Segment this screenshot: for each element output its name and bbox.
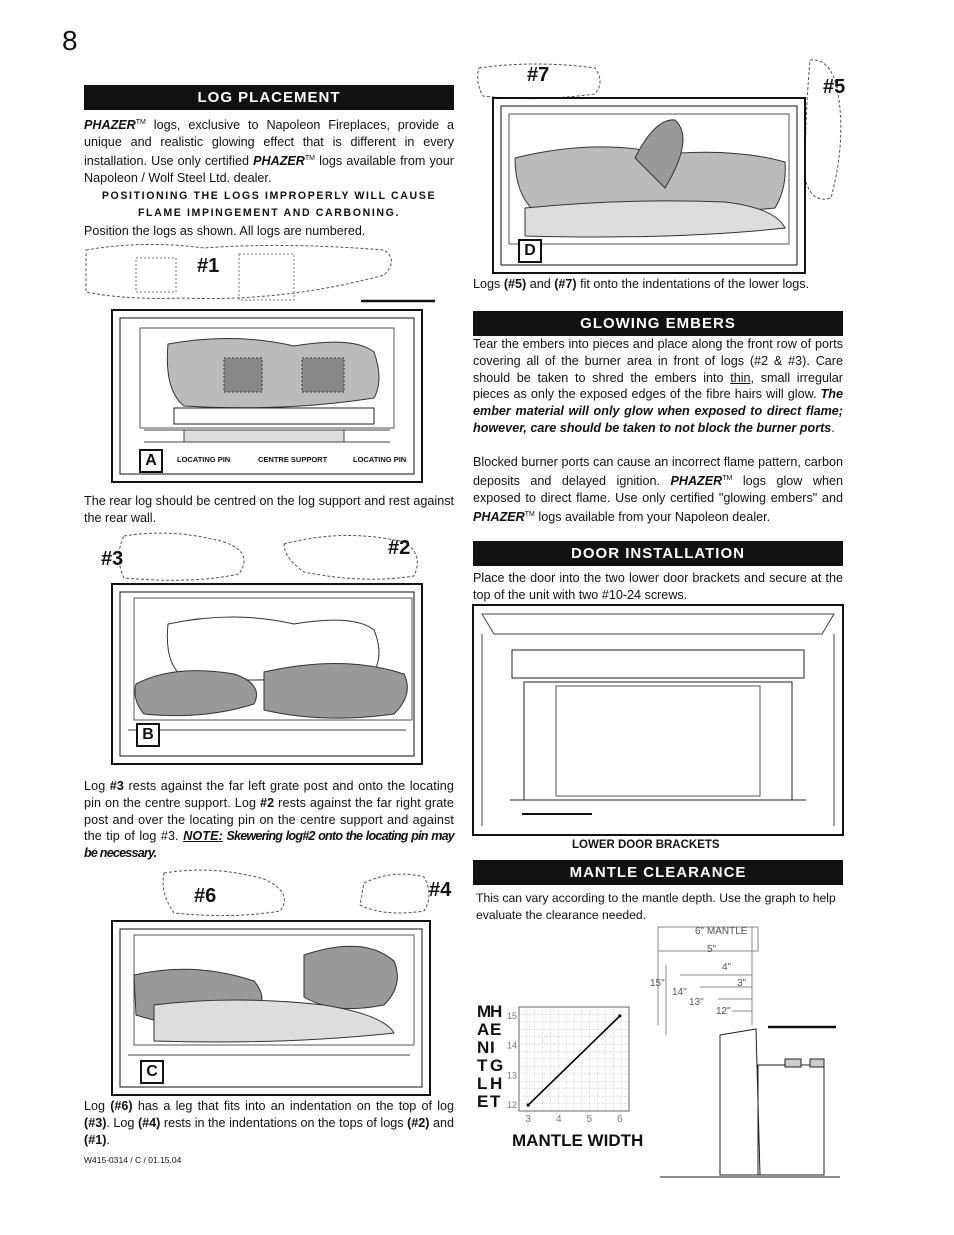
glowing-embers-header: GLOWING EMBERS (473, 311, 843, 336)
bold-text: (#4) (137, 1115, 161, 1130)
x-tick-label: 4 (555, 1114, 562, 1125)
bold-text: (#7) (554, 277, 577, 291)
position-instruction: Position the logs as shown. All logs are numbered. (84, 224, 366, 238)
bold-text: (#1) (84, 1132, 107, 1147)
log-7-label: #7 (527, 64, 550, 86)
graph-xlabel: MANTLE WIDTH (512, 1131, 644, 1150)
text: Logs (473, 277, 504, 291)
text: rests against the far right grate post and over the locating pin on the centre support and against the tip of log #3. (84, 795, 455, 844)
side-label-13: 13" (689, 997, 704, 1008)
y-tick-label: 15 (506, 1010, 517, 1021)
bold-text: (#5) (503, 277, 527, 291)
bold-text: (#3) (84, 1115, 107, 1130)
side-label-4: 4" (722, 962, 732, 973)
ylabel-letter: T (490, 1092, 501, 1111)
page-number: 8 (62, 25, 78, 56)
ylabel-letter: I (490, 1038, 495, 1057)
ylabel-letter: H (490, 1074, 503, 1093)
glowing-embers-paragraph-2 (473, 454, 843, 526)
side-label-15: 15" (650, 978, 665, 989)
text: Log (84, 779, 110, 793)
log-2-label: #2 (388, 537, 411, 559)
y-tick-label: 13 (506, 1070, 517, 1081)
tm-mark: TM (135, 119, 146, 126)
text: rests against the far left grate post and onto the locating pin on the centre support. Log (84, 779, 454, 810)
text: Blocked burner ports can cause an incorrect flame pattern, carbon deposits and delayed ignition. (473, 455, 843, 488)
log6-placement-text (84, 1098, 454, 1148)
x-tick-label: 6 (617, 1114, 623, 1125)
figure-a-letter: A (139, 449, 163, 473)
mantle-clearance-header: MANTLE CLEARANCE (473, 860, 843, 885)
mantle-side-profile-illustration (640, 925, 850, 1180)
log-4-label: #4 (429, 879, 452, 901)
log-1-label: #1 (197, 255, 220, 277)
underlined-text: thin (730, 370, 751, 385)
log-3-label: #3 (101, 548, 124, 570)
log-placement-intro (84, 115, 454, 187)
ylabel-letter: G (490, 1056, 504, 1075)
side-label-14: 14" (672, 987, 687, 998)
ylabel-letter: A (477, 1020, 490, 1039)
phazer-brand: PHAZER (84, 118, 136, 133)
ylabel-letter: E (477, 1092, 489, 1111)
tm-mark: TM (722, 474, 733, 482)
intro-text: logs, exclusive to Napoleon Fireplaces, provide a unique and realistic glowing effect that is different in every installation. Use only certified (84, 118, 454, 168)
tm-mark: TM (524, 510, 535, 518)
ylabel-letter: M (477, 1002, 492, 1021)
y-tick-label: 12 (506, 1100, 517, 1111)
rear-log-text: The rear log should be centred on the log support and rest against the rear wall. (84, 494, 454, 525)
door-installation-text: Place the door into the two lower door brackets and secure at the top of the unit with two #10-24 screws. (473, 571, 843, 602)
text: Log (84, 1099, 111, 1113)
text: fit onto the indentations of the lower logs. (576, 277, 810, 291)
mantle-clearance-text: This can vary according to the mantle depth. Use the graph to help evaluate the clearance needed. (476, 891, 836, 922)
text: logs glow when exposed to direct flame. Use only certified "glowing embers" and (473, 473, 843, 505)
graph-ylabel-height (490, 1003, 503, 1111)
phazer-brand: PHAZER (473, 509, 525, 524)
text: . (106, 1132, 110, 1147)
intro-text: logs available from your Napoleon / Wolf Steel Ltd. dealer. (84, 153, 454, 185)
figure-d-letter: D (518, 239, 542, 263)
log-warning: POSITIONING THE LOGS IMPROPERLY WILL CAUSE FLAME IMPINGEMENT AND CARBONING. (101, 190, 437, 219)
text: Tear the embers into pieces and place along the front row of ports covering all of the burner area in front of logs (#2 & #3). Care should be taken to shred the embers into (473, 337, 843, 385)
bold-text: #3 (109, 779, 125, 793)
ylabel-letter: H (490, 1002, 503, 1021)
side-label-12: 12" (716, 1006, 731, 1017)
figure-c-letter: C (140, 1060, 164, 1084)
centre-support-label: CENTRE SUPPORT (258, 455, 328, 464)
door-installation-header: DOOR INSTALLATION (473, 541, 843, 566)
door-installation-illustration (472, 604, 844, 836)
ylabel-letter: N (477, 1038, 490, 1057)
bold-text: #2 (260, 795, 275, 810)
text: rests in the indentations on the tops of logs (160, 1115, 408, 1130)
ylabel-letter: L (477, 1074, 488, 1093)
emphasis-text: The ember material will only glow when exposed to direct flame; however, care should be taken to not block the burner ports (473, 387, 843, 435)
side-label-5: 5" (707, 944, 717, 955)
mantle-clearance-chart (503, 1003, 633, 1128)
log-placement-header: LOG PLACEMENT (84, 85, 454, 110)
text: and (429, 1115, 455, 1130)
text: logs available from your Napoleon dealer. (534, 509, 771, 524)
log3-placement-text (84, 778, 454, 862)
data-point (618, 1014, 621, 1017)
ylabel-letter: T (477, 1056, 488, 1075)
note-label: NOTE: (183, 829, 223, 844)
text: . Log (106, 1115, 138, 1130)
phazer-brand: PHAZER (670, 473, 723, 488)
logs-5-7-text (473, 276, 843, 293)
side-label-6-mantle: 6" MANTLE (695, 926, 748, 937)
x-tick-label: 3 (525, 1114, 531, 1125)
lower-door-brackets-caption: LOWER DOOR BRACKETS (572, 839, 720, 851)
figure-b-letter: B (136, 723, 160, 747)
phazer-brand: PHAZER (253, 153, 305, 168)
glowing-embers-paragraph-1 (473, 336, 843, 437)
text: . (831, 420, 835, 435)
locating-pin-label-left: LOCATING PIN (177, 455, 231, 464)
text: , small irregular pieces as only the exposed edges of the fibre hairs will glow. (473, 370, 843, 402)
x-tick-label: 5 (586, 1114, 593, 1125)
locating-pin-label-right: LOCATING PIN (353, 455, 407, 464)
note-text: Skewering log#2 onto the locating pin may be necessary. (84, 829, 455, 861)
bold-text: (#6) (110, 1099, 133, 1113)
side-label-3: 3" (737, 978, 747, 989)
data-point (527, 1103, 530, 1106)
log-6-label: #6 (194, 885, 217, 907)
log-5-label: #5 (823, 76, 846, 98)
document-code: W415-0314 / C / 01.15.04 (84, 1155, 182, 1165)
text: has a leg that fits into an indentation on the top of log (132, 1099, 454, 1113)
tm-mark: TM (304, 154, 315, 162)
bold-text: (#2) (407, 1115, 430, 1130)
text: and (526, 277, 555, 291)
ylabel-letter: E (490, 1020, 502, 1039)
y-tick-label: 14 (506, 1040, 517, 1051)
